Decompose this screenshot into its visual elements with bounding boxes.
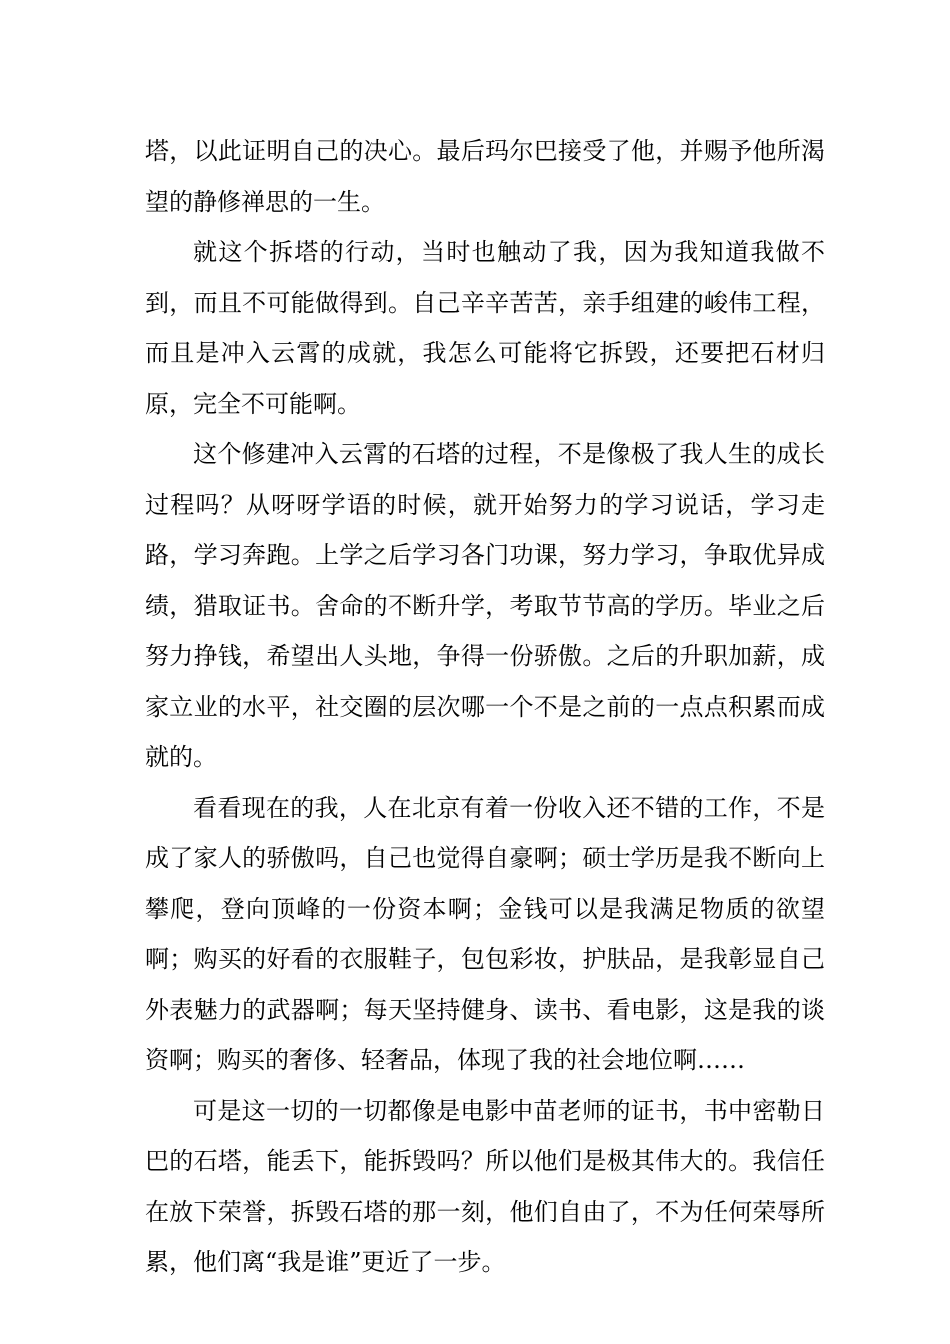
paragraph-1: 塔，以此证明自己的决心。最后玛尔巴接受了他，并赐予他所渴望的静修禅思的一生。	[145, 137, 825, 216]
paragraph-3: 这个修建冲入云霄的石塔的过程，不是像极了我人生的成长过程吗？从呀呀学语的时候，就开始努力的学习说话，学习走路，学习奔跑。上学之后学习各门功课，努力学习，争取优异成绩，猎取证书。舍命的不断升学，考取节节高的学历。毕业之后努力挣钱，希望出人头地，争得一份骄傲。之后的升职加薪，成家立业的水平，社交圈的层次哪一个不是之前的一点点积累而成就的。	[145, 440, 825, 771]
paragraph-4: 看看现在的我，人在北京有着一份收入还不错的工作，不是成了家人的骄傲吗，自己也觉得自豪啊；硕士学历是我不断向上攀爬，登向顶峰的一份资本啊；金钱可以是我满足物质的欲望啊；购买的好看的衣服鞋子，包包彩妆，护肤品，是我彰显自己外表魅力的武器啊；每天坚持健身、读书、看电影，这是我的谈资啊；购买的奢侈、轻奢品，体现了我的社会地位啊……	[145, 793, 825, 1074]
paragraph-5: 可是这一切的一切都像是电影中苗老师的证书，书中密勒日巴的石塔，能丢下，能拆毁吗？所以他们是极其伟大的。我信任在放下荣誉，拆毁石塔的那一刻，他们自由了，不为任何荣辱所累，他们离“我是谁”更近了一步。	[145, 1096, 825, 1276]
paragraph-2: 就这个拆塔的行动，当时也触动了我，因为我知道我做不到，而且不可能做得到。自己辛辛苦苦，亲手组建的峻伟工程，而且是冲入云霄的成就，我怎么可能将它拆毁，还要把石材归原，完全不可能啊。	[145, 238, 825, 418]
document-body	[145, 126, 825, 1288]
